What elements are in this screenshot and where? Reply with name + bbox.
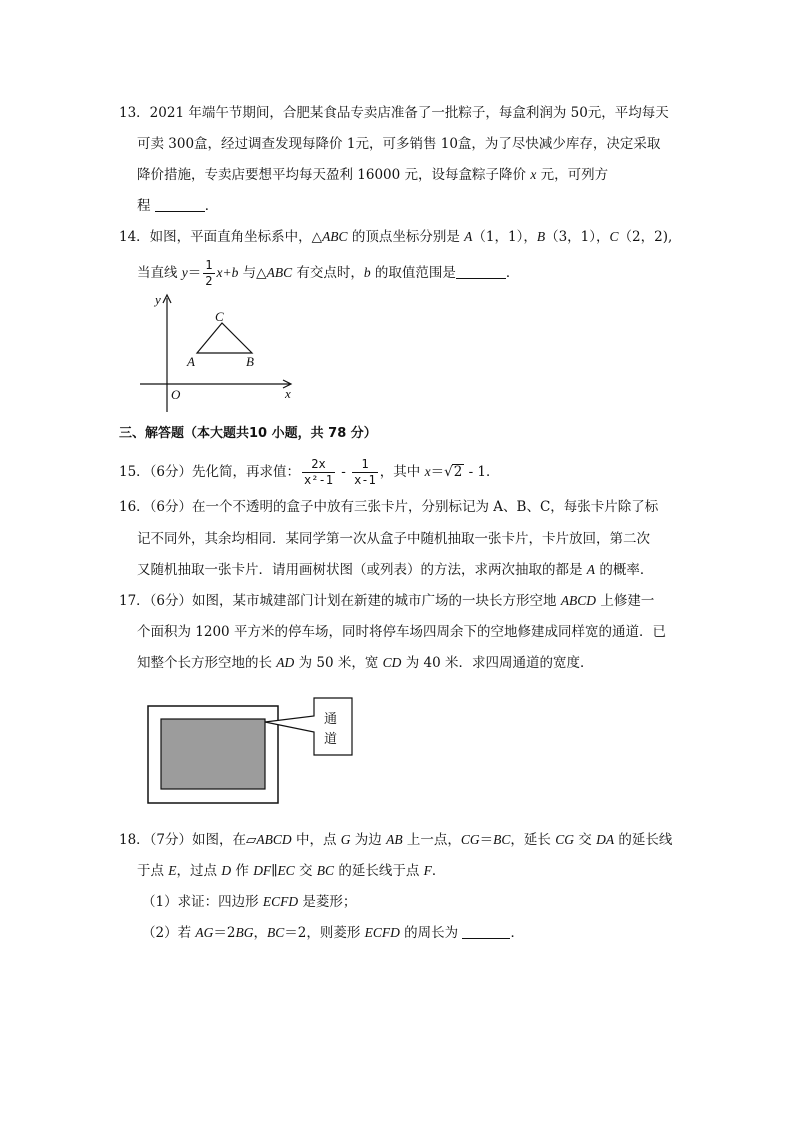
parking-lot-rectangle <box>161 719 265 789</box>
q13-answer-blank[interactable] <box>155 197 205 212</box>
section-3-heading: 三、解答题（本大题共10 小题，共 78 分） <box>119 426 377 441</box>
x-axis-label: x <box>285 386 291 401</box>
q17-line1: 17．（6分）如图，某市城建部门计划在新建的城市广场的一块长方形空地 ABCD 上修建一 <box>119 593 655 609</box>
triangle-abc <box>197 323 252 353</box>
sqrt-icon: √ <box>444 464 453 480</box>
q18-line2: 于点 E，过点 D 作 DF∥EC 交 BC 的延长线于点 F． <box>137 863 446 879</box>
q18-answer-blank[interactable] <box>462 924 510 939</box>
vertex-a-label: A <box>187 354 195 369</box>
q15-fraction-1: $\frac{2x}{\text{x²-1}}$ <box>304 457 333 487</box>
q14-coordinate-figure <box>135 290 300 415</box>
q13-line2: 可卖 300盒，经过调查发现每降价 1元，可多销售 10盒，为了尽快减少库存，决定采取 <box>137 136 661 152</box>
callout-text-2: 道 <box>324 732 338 747</box>
q16-line3: 又随机抽取一张卡片．请用画树状图（或列表）的方法，求两次抽取的都是 A 的概率． <box>137 562 654 578</box>
q17-parking-figure <box>145 695 365 807</box>
q17-line3: 知整个长方形空地的长 AD 为 50 米，宽 CD 为 40 米．求四周通道的宽度． <box>137 655 594 671</box>
y-axis-label: y <box>155 292 161 307</box>
q15-line: 15．（6分）先化简，再求值： $\frac{2x}{\text{x²-1}}$ - $\frac{1}{x-1}$ ，其中 x＝√2 - 1． <box>119 457 500 487</box>
q18-line1: 18．（7分）如图，在▱ABCD 中，点 G 为边 AB 上一点，CG＝BC，延长 CG 交 DA 的延长线 <box>119 832 673 848</box>
q15-fraction-2: $\frac{1}{x-1}$ <box>354 457 376 487</box>
q18-part1: （1）求证：四边形 ECFD 是菱形； <box>142 894 357 910</box>
q16-line2: 记不同外，其余均相同．某同学第一次从盒子中随机抽取一张卡片，卡片放回，第二次 <box>137 531 650 547</box>
q17-line2: 个面积为 1200 平方米的停车场，同时将停车场四周余下的空地修建成同样宽的通道．已 <box>137 624 666 640</box>
half-fraction: $\frac{1}{2}$ <box>205 258 213 288</box>
q13-line3: 降价措施，专卖店要想平均每天盈利 16000 元，设每盒粽子降价 x 元，可列方 <box>137 167 609 183</box>
q13-line4: 程 ． <box>137 198 219 214</box>
q13-line1: 13．2021 年端午节期间，合肥某食品专卖店准备了一批粽子，每盒利润为 50元，平均每天 <box>119 105 669 121</box>
vertex-b-label: B <box>246 354 254 369</box>
vertex-c-label: C <box>215 309 224 324</box>
callout-text-1: 通 <box>324 712 338 727</box>
q14-line2: 当直线 y＝ $\frac{1}{2}$ x+b 与△ABC 有交点时，b 的取值范围是 ． <box>137 258 520 288</box>
origin-label: O <box>171 387 181 402</box>
q16-line1: 16．（6分）在一个不透明的盒子中放有三张卡片，分别标记为 A、B、C，每张卡片除了标 <box>119 499 659 515</box>
q14-line1: 14．如图，平面直角坐标系中，△ABC 的顶点坐标分别是 A（1，1），B（3，1），C（2，2), <box>119 229 673 245</box>
q14-answer-blank[interactable] <box>456 264 506 279</box>
q18-part2: （2）若 AG＝2BG，BC＝2，则菱形 ECFD 的周长为 ． <box>142 925 524 941</box>
